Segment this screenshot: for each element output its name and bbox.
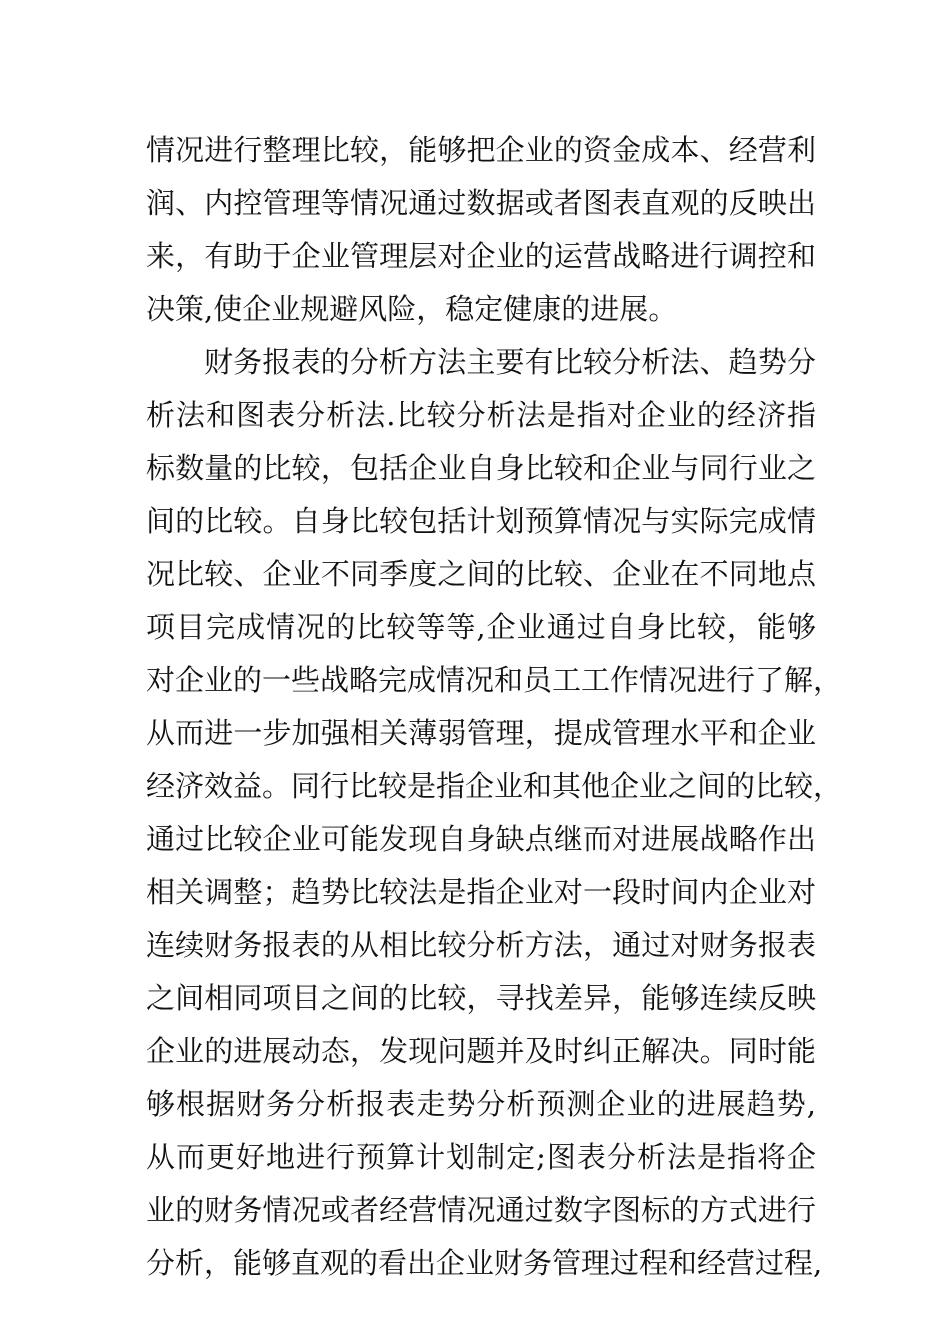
text-line: 析法和图表分析法.比较分析法是指对企业的经济指 — [146, 398, 816, 432]
text-line: 况比较、企业不同季度之间的比较、企业在不同地点 — [146, 557, 816, 591]
text-line: 相关调整；趋势比较法是指企业对一段时间内企业对 — [146, 875, 816, 909]
text-line: 标数量的比较，包括企业自身比较和企业与同行业之 — [146, 451, 816, 485]
text-line: 来，有助于企业管理层对企业的运营战略进行调控和 — [146, 239, 816, 273]
paragraph-end-line: 决策,使企业规避风险，稳定健康的进展。 — [146, 292, 678, 326]
text-line: 从而进一步加强相关薄弱管理，提成管理水平和企业 — [146, 716, 816, 750]
text-line: 润、内控管理等情况通过数据或者图表直观的反映出 — [146, 186, 816, 220]
text-line: 经济效益。同行比较是指企业和其他企业之间的比较， — [146, 769, 843, 803]
text-line: 业的财务情况或者经营情况通过数字图标的方式进行 — [146, 1193, 816, 1227]
text-line: 分析，能够直观的看出企业财务管理过程和经营过程, — [146, 1246, 823, 1280]
paragraph-start-line: 财务报表的分析方法主要有比较分析法、趋势分 — [204, 345, 816, 379]
text-line: 从而更好地进行预算计划制定;图表分析法是指将企 — [146, 1140, 816, 1174]
text-line: 对企业的一些战略完成情况和员工工作情况进行了解， — [146, 663, 843, 697]
body-text — [146, 124, 843, 1290]
text-line: 企业的进展动态，发现问题并及时纠正解决。同时能 — [146, 1034, 816, 1068]
text-line: 之间相同项目之间的比较，寻找差异，能够连续反映 — [146, 981, 816, 1015]
text-line: 通过比较企业可能发现自身缺点继而对进展战略作出 — [146, 822, 816, 856]
text-line: 间的比较。自身比较包括计划预算情况与实际完成情 — [146, 504, 816, 538]
text-line: 够根据财务分析报表走势分析预测企业的进展趋势, — [146, 1087, 816, 1121]
text-line: 情况进行整理比较，能够把企业的资金成本、经营利 — [146, 133, 816, 167]
text-line: 连续财务报表的从相比较分析方法，通过对财务报表 — [146, 928, 816, 962]
text-line: 项目完成情况的比较等等,企业通过自身比较，能够 — [146, 610, 816, 644]
